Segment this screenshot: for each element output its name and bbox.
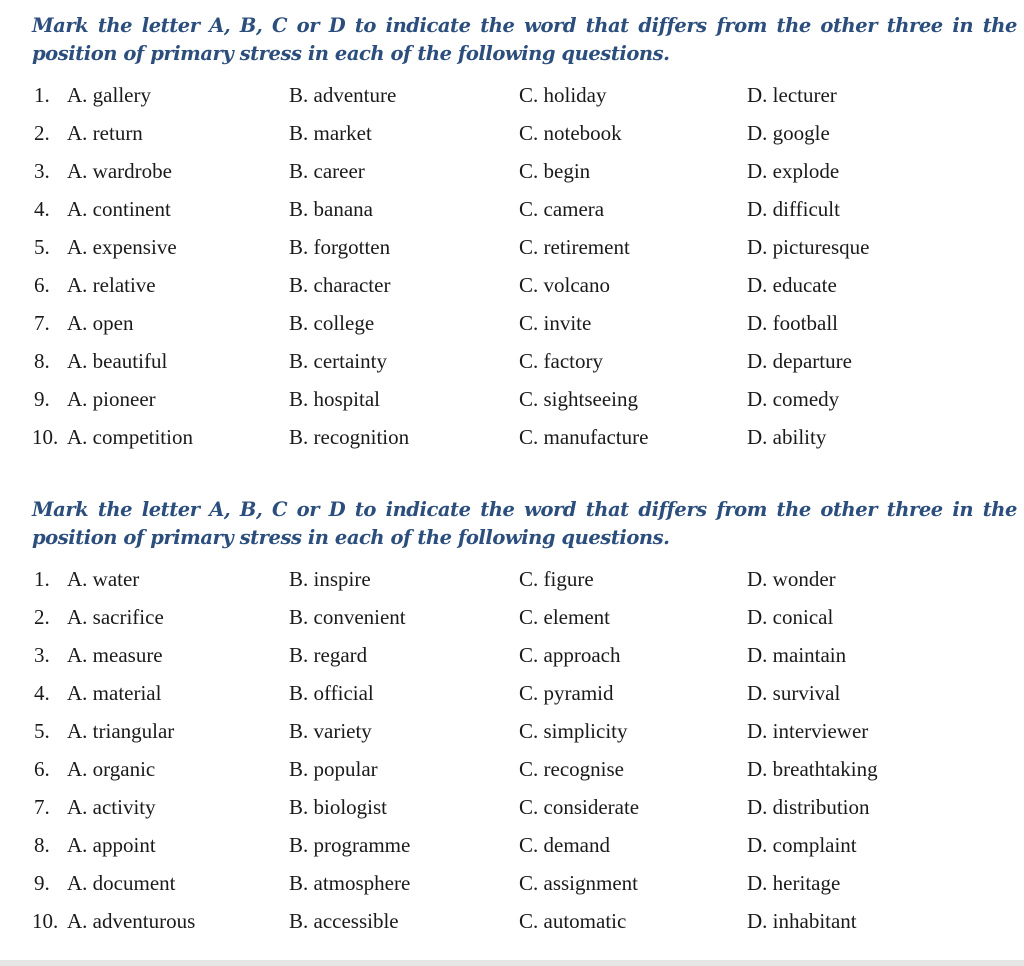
- option-d: D. inhabitant: [747, 909, 857, 933]
- question-list: [0, 76, 1024, 456]
- option-c: C. camera: [519, 197, 605, 221]
- option-a: A. material: [67, 681, 162, 705]
- option-c: C. assignment: [519, 871, 638, 895]
- question-number: 7.: [34, 311, 50, 335]
- option-c: C. element: [519, 605, 610, 629]
- question-number: 5.: [34, 719, 50, 743]
- option-b: B. inspire: [289, 567, 371, 591]
- option-a: A. triangular: [67, 719, 175, 743]
- option-a: A. sacrifice: [67, 605, 164, 629]
- option-c: C. begin: [519, 159, 591, 183]
- option-c: C. retirement: [519, 235, 630, 259]
- question-row: [0, 418, 1024, 456]
- option-b: B. adventure: [289, 83, 397, 107]
- question-number: 10.: [32, 425, 59, 449]
- option-d: D. breathtaking: [747, 757, 878, 781]
- option-c: C. holiday: [519, 83, 607, 107]
- question-row: [0, 636, 1024, 674]
- option-d: D. difficult: [747, 197, 840, 221]
- option-a: A. continent: [67, 197, 171, 221]
- option-a: A. expensive: [67, 235, 177, 259]
- option-d: D. educate: [747, 273, 837, 297]
- question-row: [0, 598, 1024, 636]
- option-d: D. distribution: [747, 795, 870, 819]
- question-number: 6.: [34, 273, 50, 297]
- option-b: B. official: [289, 681, 374, 705]
- question-row: [0, 228, 1024, 266]
- option-a: A. organic: [67, 757, 156, 781]
- question-row: [0, 712, 1024, 750]
- question-row: [0, 750, 1024, 788]
- question-row: [0, 788, 1024, 826]
- option-d: D. google: [747, 121, 830, 145]
- question-number: 3.: [34, 159, 50, 183]
- option-b: B. certainty: [289, 349, 387, 373]
- option-a: A. return: [67, 121, 143, 145]
- option-d: D. conical: [747, 605, 834, 629]
- option-c: C. considerate: [519, 795, 640, 819]
- question-list: [0, 560, 1024, 940]
- option-a: A. appoint: [67, 833, 156, 857]
- option-c: C. invite: [519, 311, 592, 335]
- question-number: 1.: [34, 83, 50, 107]
- question-row: [0, 380, 1024, 418]
- option-a: A. pioneer: [67, 387, 156, 411]
- option-a: A. wardrobe: [67, 159, 172, 183]
- question-number: 5.: [34, 235, 50, 259]
- option-c: C. automatic: [519, 909, 627, 933]
- option-b: B. banana: [289, 197, 373, 221]
- option-a: A. document: [67, 871, 176, 895]
- question-row: [0, 902, 1024, 940]
- option-c: C. demand: [519, 833, 610, 857]
- question-number: 2.: [34, 121, 50, 145]
- option-d: D. wonder: [747, 567, 836, 591]
- page-bottom-edge: [0, 960, 1024, 966]
- option-d: D. complaint: [747, 833, 857, 857]
- option-b: B. hospital: [289, 387, 381, 411]
- question-number: 9.: [34, 871, 50, 895]
- question-row: [0, 190, 1024, 228]
- option-d: D. comedy: [747, 387, 840, 411]
- question-number: 7.: [34, 795, 50, 819]
- question-row: [0, 342, 1024, 380]
- question-row: [0, 114, 1024, 152]
- question-row: [0, 266, 1024, 304]
- option-d: D. heritage: [747, 871, 841, 895]
- option-c: C. volcano: [519, 273, 610, 297]
- section-instruction: Mark the letter A, B, C or D to indicate the word that differs from the other three in the position of primary stress in each of the following questions.: [32, 498, 1017, 549]
- question-number: 2.: [34, 605, 50, 629]
- question-number: 1.: [34, 567, 50, 591]
- section-instruction: Mark the letter A, B, C or D to indicate the word that differs from the other three in the position of primary stress in each of the following questions.: [32, 14, 1017, 65]
- option-a: A. beautiful: [67, 349, 168, 373]
- option-c: C. simplicity: [519, 719, 628, 743]
- option-c: C. sightseeing: [519, 387, 638, 411]
- option-a: A. gallery: [67, 83, 151, 107]
- option-b: B. recognition: [289, 425, 410, 449]
- option-d: D. survival: [747, 681, 841, 705]
- option-b: B. accessible: [289, 909, 399, 933]
- option-c: C. manufacture: [519, 425, 649, 449]
- option-c: C. figure: [519, 567, 594, 591]
- option-c: C. pyramid: [519, 681, 614, 705]
- option-d: D. football: [747, 311, 838, 335]
- option-a: A. water: [67, 567, 140, 591]
- question-number: 3.: [34, 643, 50, 667]
- option-d: D. interviewer: [747, 719, 869, 743]
- option-a: A. relative: [67, 273, 156, 297]
- option-b: B. popular: [289, 757, 378, 781]
- question-number: 9.: [34, 387, 50, 411]
- option-a: A. adventurous: [67, 909, 196, 933]
- option-d: D. ability: [747, 425, 827, 449]
- option-a: A. measure: [67, 643, 163, 667]
- question-number: 4.: [34, 681, 50, 705]
- option-b: B. character: [289, 273, 391, 297]
- option-d: D. lecturer: [747, 83, 837, 107]
- option-b: B. college: [289, 311, 375, 335]
- question-number: 6.: [34, 757, 50, 781]
- option-b: B. career: [289, 159, 365, 183]
- question-row: [0, 304, 1024, 342]
- option-c: C. approach: [519, 643, 621, 667]
- option-c: C. factory: [519, 349, 603, 373]
- question-row: [0, 674, 1024, 712]
- question-number: 8.: [34, 349, 50, 373]
- question-row: [0, 826, 1024, 864]
- option-a: A. competition: [67, 425, 193, 449]
- option-d: D. maintain: [747, 643, 847, 667]
- option-b: B. biologist: [289, 795, 388, 819]
- question-row: [0, 560, 1024, 598]
- question-row: [0, 152, 1024, 190]
- option-d: D. departure: [747, 349, 852, 373]
- option-b: B. forgotten: [289, 235, 391, 259]
- option-c: C. recognise: [519, 757, 624, 781]
- question-number: 4.: [34, 197, 50, 221]
- question-number: 10.: [32, 909, 59, 933]
- option-b: B. atmosphere: [289, 871, 411, 895]
- option-b: B. variety: [289, 719, 372, 743]
- option-b: B. programme: [289, 833, 411, 857]
- question-row: [0, 864, 1024, 902]
- option-c: C. notebook: [519, 121, 622, 145]
- question-number: 8.: [34, 833, 50, 857]
- option-a: A. open: [67, 311, 134, 335]
- option-d: D. explode: [747, 159, 840, 183]
- option-a: A. activity: [67, 795, 156, 819]
- option-b: B. market: [289, 121, 372, 145]
- question-row: [0, 76, 1024, 114]
- option-b: B. regard: [289, 643, 368, 667]
- option-d: D. picturesque: [747, 235, 870, 259]
- option-b: B. convenient: [289, 605, 406, 629]
